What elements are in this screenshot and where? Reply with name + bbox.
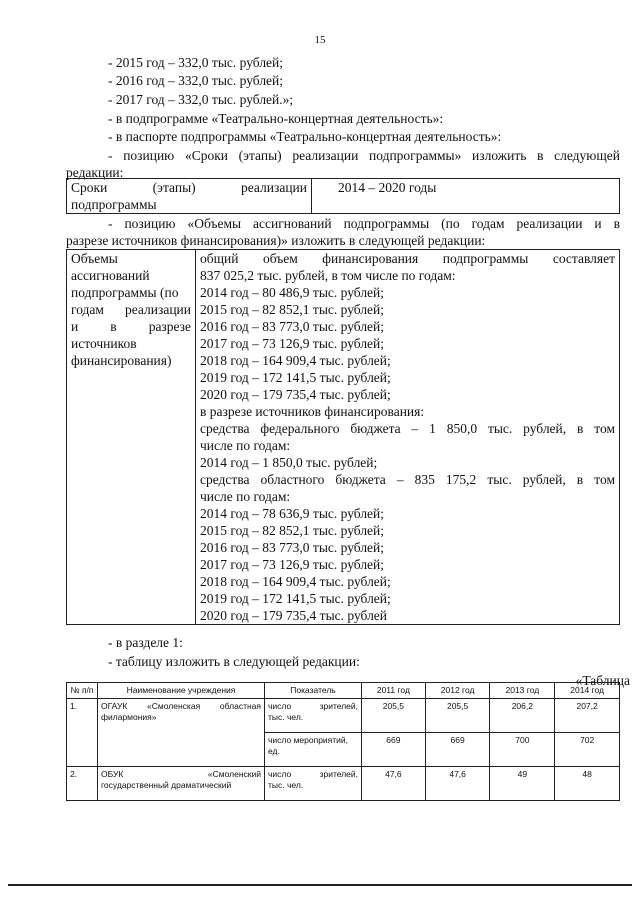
regional-budget-line: средства областного бюджета – 835 175,2 тыс. рублей, в том	[200, 472, 615, 487]
column-header: 2011 год	[362, 683, 426, 699]
organization-name: государственный драматический	[101, 780, 232, 790]
terms-value: 2014 – 2020 годы	[312, 179, 620, 214]
value-cell: 49	[490, 767, 555, 801]
metric-name: число мероприятий,	[268, 735, 349, 745]
regional-budget-line: числе по годам:	[200, 489, 291, 504]
value-cell: 47,6	[425, 767, 490, 801]
page-bottom-rule	[8, 884, 632, 886]
metric-name: число зрителей,	[268, 701, 358, 711]
terms-label: подпрограммы	[71, 197, 157, 212]
organization-name: ОГАУК «Смоленская областная	[101, 701, 261, 711]
instruction-line: - позицию «Объемы ассигнований подпрограммы (по годам реализации и в	[108, 216, 620, 231]
value-cell: 47,6	[362, 767, 426, 801]
metric-name: тыс. чел.	[268, 712, 304, 722]
regional-year: 2014 год – 78 636,9 тыс. рублей;	[200, 506, 385, 521]
text-line: - в паспорте подпрограммы «Театрально-концертная деятельность»:	[108, 129, 502, 144]
instruction-line: редакции:	[66, 165, 124, 180]
regional-year: 2016 год – 83 773,0 тыс. рублей;	[200, 540, 385, 555]
metric-cell	[265, 767, 362, 801]
federal-year: 2014 год – 1 850,0 тыс. рублей;	[200, 455, 378, 470]
funding-year: 2017 год – 73 126,9 тыс. рублей;	[200, 336, 385, 351]
funding-year: 2020 год – 179 735,4 тыс. рублей;	[200, 387, 391, 402]
organization-cell	[98, 767, 265, 801]
value-cell: 669	[425, 733, 490, 767]
funding-label: годам реализации	[71, 302, 191, 317]
value-cell: 48	[555, 767, 620, 801]
table-row	[67, 767, 620, 801]
terms-table	[66, 178, 620, 214]
funding-table	[66, 249, 620, 625]
funding-total-line: общий объем финансирования подпрограммы составляет	[200, 251, 615, 266]
table-header-row	[67, 683, 620, 699]
regional-year: 2018 год – 164 909,4 тыс. рублей;	[200, 574, 391, 589]
metric-name: тыс. чел.	[268, 780, 304, 790]
column-header: 2014 год	[555, 683, 620, 699]
funding-value-cell	[196, 250, 620, 625]
funding-year: 2016 год – 83 773,0 тыс. рублей;	[200, 319, 385, 334]
regional-year: 2017 год – 73 126,9 тыс. рублей;	[200, 557, 385, 572]
text-line: - 2015 год – 332,0 тыс. рублей;	[108, 55, 284, 70]
table-row	[67, 699, 620, 733]
value-cell: 205,5	[362, 699, 426, 733]
text-line: - в разделе 1:	[108, 635, 183, 650]
funding-label: подпрограммы (по	[71, 285, 179, 300]
funding-sources-heading: в разрезе источников финансирования:	[200, 404, 425, 419]
indicators-table	[66, 682, 620, 801]
funding-label: и в разрезе	[71, 319, 191, 334]
funding-year: 2014 год – 80 486,9 тыс. рублей;	[200, 285, 385, 300]
metric-name: число зрителей,	[268, 769, 358, 779]
regional-year: 2015 год – 82 852,1 тыс. рублей;	[200, 523, 385, 538]
metric-name: ед.	[268, 746, 280, 756]
column-header: Показатель	[265, 683, 362, 699]
terms-label: Сроки (этапы) реализации	[71, 180, 307, 195]
row-number: 2.	[67, 767, 98, 801]
page-number: 15	[314, 34, 326, 46]
federal-budget-line: средства федерального бюджета – 1 850,0 тыс. рублей, в том	[200, 421, 615, 436]
column-header: 2012 год	[425, 683, 490, 699]
value-cell: 207,2	[555, 699, 620, 733]
metric-cell	[265, 733, 362, 767]
funding-label: ассигнований	[71, 268, 150, 283]
text-line: - в подпрограмме «Театрально-концертная деятельность»:	[108, 111, 444, 126]
text-line: - 2017 год – 332,0 тыс. рублей.»;	[108, 92, 294, 107]
funding-label-cell	[67, 250, 196, 625]
value-cell: 700	[490, 733, 555, 767]
text-line: - 2016 год – 332,0 тыс. рублей;	[108, 73, 284, 88]
text-line: - таблицу изложить в следующей редакции:	[108, 654, 360, 669]
row-number: 1.	[67, 699, 98, 767]
organization-cell	[98, 699, 265, 767]
regional-year: 2020 год – 179 735,4 тыс. рублей	[200, 608, 388, 623]
column-header: № п/п	[67, 683, 98, 699]
column-header: 2013 год	[490, 683, 555, 699]
instruction-line: - позицию «Сроки (этапы) реализации подпрограммы» изложить в следующей	[108, 148, 620, 163]
funding-label: финансирования)	[71, 353, 172, 368]
column-header: Наименование учреждения	[98, 683, 265, 699]
value-cell: 206,2	[490, 699, 555, 733]
funding-total-line: 837 025,2 тыс. рублей, в том числе по годам:	[200, 268, 456, 283]
organization-name: ОБУК «Смоленский	[101, 769, 261, 779]
value-cell: 205,5	[425, 699, 490, 733]
value-cell: 702	[555, 733, 620, 767]
funding-year: 2015 год – 82 852,1 тыс. рублей;	[200, 302, 385, 317]
federal-budget-line: числе по годам:	[200, 438, 291, 453]
instruction-line: разрезе источников финансирования)» изложить в следующей редакции:	[66, 233, 486, 248]
organization-name: филармония»	[101, 712, 157, 722]
terms-label-cell	[67, 179, 312, 214]
funding-year: 2019 год – 172 141,5 тыс. рублей;	[200, 370, 391, 385]
metric-cell	[265, 699, 362, 733]
funding-label: источников	[71, 336, 137, 351]
regional-year: 2019 год – 172 141,5 тыс. рублей;	[200, 591, 391, 606]
value-cell: 669	[362, 733, 426, 767]
table-caption: «Таблица	[575, 673, 630, 688]
funding-label: Объемы	[71, 251, 118, 266]
funding-year: 2018 год – 164 909,4 тыс. рублей;	[200, 353, 391, 368]
